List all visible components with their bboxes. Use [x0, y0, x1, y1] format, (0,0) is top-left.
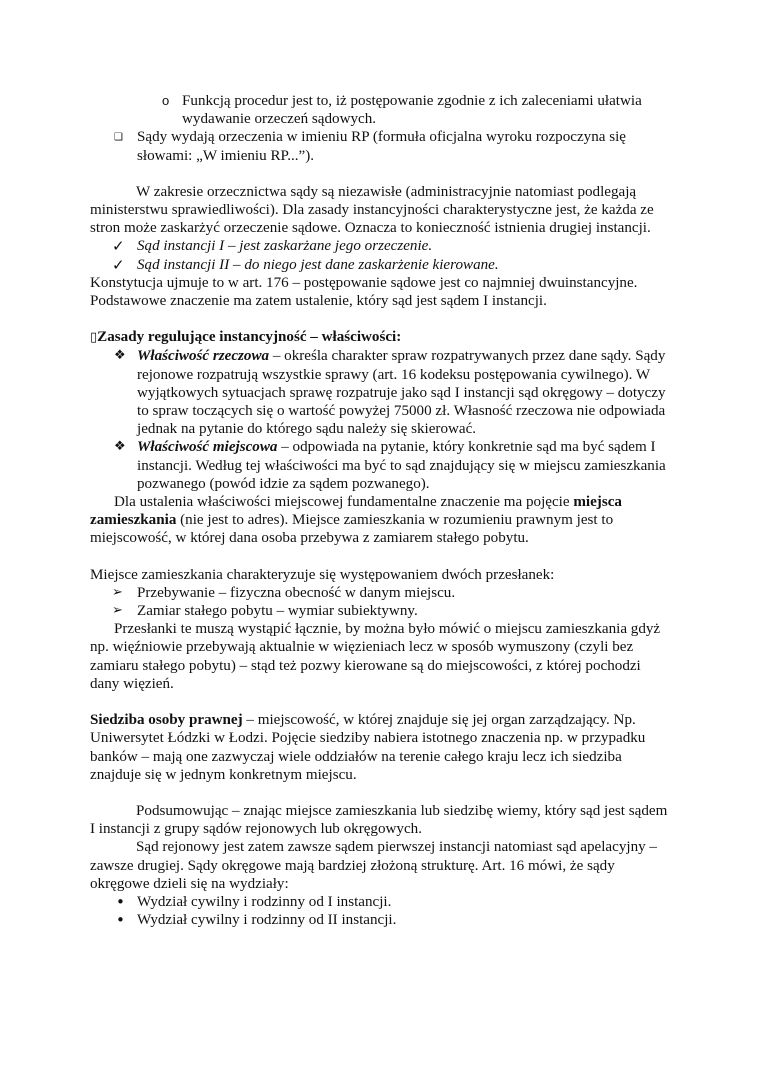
checkmark-icon: ✓ [112, 237, 125, 256]
dot-item-1 [90, 893, 670, 911]
paragraph-prisoners: Przesłanki te muszą wystąpić łącznie, by można było mówić o miejscu zamieszkania gdyż np. więźniowie przebywają aktualnie w więzieniach lecz w sposób wymuszony (czyli bez zamiaru stałego pobytu) – stąd też pozwy kierowane są do miejscowości, z której pochodzi dany więzień. [90, 621, 661, 692]
text-run: (nie jest to adres). Miejsce zamieszkania w rozumieniu prawnym jest to miejscowość, w której dana osoba przebywa z zamiarem stałego pobytu. [90, 512, 614, 547]
square-list-item [90, 128, 670, 164]
check-item-2 [90, 256, 670, 274]
property-term: Właściwość miejscowa [137, 439, 278, 456]
dot-item-text: Wydział cywilny i rodzinny od II instancji. [137, 912, 397, 929]
dot-item-2 [90, 911, 670, 929]
paragraph-summary: Podsumowując – znając miejsce zamieszkania lub siedzibę wiemy, który sąd jest sądem I instancji z grupy sądów rejonowych lub okręgowych. [90, 802, 668, 838]
square-item-text: Sądy wydają orzeczenia w imieniu RP (formuła oficjalna wyroku rozpoczyna się słowami: „W imieniu RP...”). [137, 129, 626, 164]
dot-bullet-icon: • [116, 911, 125, 930]
heading-text: Zasady regulujące instancyjność – właściwości: [97, 329, 402, 346]
circle-item-text: Funkcją procedur jest to, iż postępowanie zgodnie z ich zaleceniami ułatwia wydawanie orzeczeń sądowych. [182, 93, 642, 128]
property-item-material [90, 347, 670, 438]
paragraph-constitution: Konstytucja ujmuje to w art. 176 – postępowanie sądowe jest co najmniej dwuinstancyjne. Podstawowe znaczenie ma zatem ustalenie, który sąd jest sądem I instancji. [90, 274, 638, 310]
check-item-text: Sąd instancji II – do niego jest dane zaskarżenie kierowane. [137, 256, 499, 273]
property-text: – określa charakter spraw rozpatrywanych przez dane sądy. Sądy rejonowe rozpatrują wszystkie sprawy (art. 16 kodeksu postępowania cywilnego). W wyjątkowych sytuacjach sprawę rozpatruje jako sąd I instancji sąd okręgowy – dotyczy to spraw toczących się o wartość powyżej 75000 zł. Własność rzeczowa nie odpowiada jednak na pytanie do którego sądu należy się skierować. [137, 348, 666, 438]
paragraph-premises: Miejsce zamieszkania charakteryzuje się występowaniem dwóch przesłanek: [90, 566, 555, 583]
paragraph-instance: W zakresie orzecznictwa sądy są niezawisłe (administracyjnie natomiast podlegają ministerstwu sprawiedliwości). Dla zasady instancyjności charakterystyczne jest, że każda ze stron może zaskarżyć orzeczenie sądowe. Oznacza to konieczność istnienia drugiej instancji. [90, 183, 654, 237]
text-run: – miejscowość, w której znajduje się jej organ zarządzający. Np. Uniwersytet Łódzki w Łodzi. Pojęcie siedziby nabiera istotnego znaczenia np. w przypadku banków – mają one zazwyczaj wiele oddziałów na terenie całego kraju lecz ich siedziba znajduje się w jednym konkretnym miejscu. [90, 712, 646, 783]
check-item-text: Sąd instancji I – jest zaskarżane jego orzeczenie. [137, 238, 433, 255]
dot-bullet-icon: • [116, 892, 125, 911]
paragraph-residence [90, 493, 670, 548]
arrow-item-text: Przebywanie – fizyczna obecność w danym miejscu. [137, 584, 456, 601]
text-run: Dla ustalenia właściwości miejscowej fundamentalne znaczenie ma pojęcie [114, 494, 574, 511]
check-item-1 [90, 237, 670, 255]
arrow-item-text: Zamiar stałego pobytu – wymiar subiektywny. [137, 603, 418, 620]
arrow-item-1 [90, 584, 670, 602]
dot-item-text: Wydział cywilny i rodzinny od I instancji. [137, 893, 392, 910]
property-term: Właściwość rzeczowa [137, 348, 270, 365]
property-text: – odpowiada na pytanie, który konkretnie sąd ma być sądem I instancji. Według tej właściwości ma być to sąd znajdujący się w miejscu zamieszkania pozwanego (powód idzie za sądem pozwanego). [137, 439, 666, 492]
section-heading [90, 328, 670, 347]
circle-list-item [90, 92, 670, 128]
missing-glyph-icon: ▯ [90, 330, 98, 346]
diamond-bullet-icon: ❖ [114, 439, 126, 455]
property-item-local [90, 438, 670, 493]
paragraph-district: Sąd rejonowy jest zatem zawsze sądem pierwszej instancji natomiast sąd apelacyjny – zawsze drugiej. Sądy okręgowe mają bardziej złożoną strukturę. Art. 16 mówi, że sądy okręgowe dzieli się na wydziały: [90, 839, 657, 892]
bold-term: Siedziba osoby prawnej [90, 712, 243, 729]
arrow-bullet-icon: ➢ [112, 584, 123, 600]
bold-term: miejsca zamieszkania [90, 494, 622, 529]
arrow-bullet-icon: ➢ [112, 603, 123, 619]
paragraph-legal-seat [90, 711, 670, 784]
square-bullet-icon: ❑ [114, 132, 123, 144]
arrow-item-2 [90, 602, 670, 620]
checkmark-icon: ✓ [112, 255, 125, 274]
circle-bullet-icon: o [162, 93, 170, 108]
diamond-bullet-icon: ❖ [114, 348, 126, 364]
document-page [90, 92, 670, 929]
